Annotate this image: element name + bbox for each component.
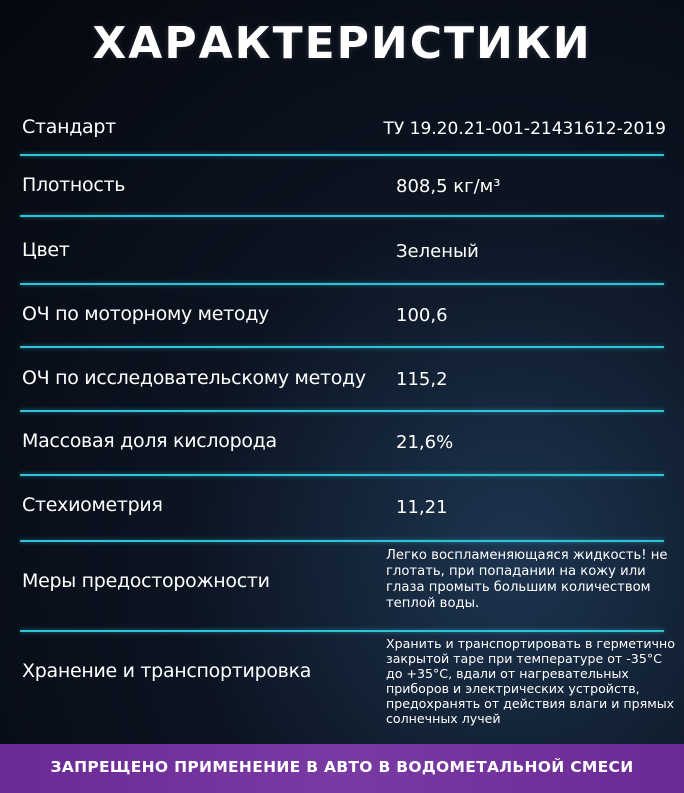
row-divider — [20, 346, 664, 348]
warning-banner — [0, 744, 684, 793]
spec-label: ОЧ по исследовательскому методу — [22, 367, 366, 389]
row-divider — [20, 540, 664, 542]
spec-label: Меры предосторожности — [22, 570, 270, 592]
spec-label: Массовая доля кислорода — [22, 430, 277, 452]
spec-label: Хранение и транспортировка — [22, 660, 312, 682]
spec-value: 100,6 — [396, 305, 448, 326]
spec-value: ТУ 19.20.21-001-21431612-2019 — [383, 119, 666, 139]
row-divider — [20, 215, 664, 217]
spec-value: 11,21 — [396, 497, 448, 518]
spec-label: Стандарт — [22, 116, 116, 138]
row-divider — [20, 283, 664, 285]
row-divider — [20, 474, 664, 476]
warning-banner-text: ЗАПРЕЩЕНО ПРИМЕНЕНИЕ В АВТО В ВОДОМЕТАЛЬНОЙ СМЕСИ — [50, 758, 634, 776]
row-divider — [20, 630, 664, 632]
row-divider — [20, 410, 664, 412]
spec-value: Зеленый — [396, 241, 479, 262]
page-title: ХАРАКТЕРИСТИКИ — [92, 18, 592, 69]
spec-label: Стехиометрия — [22, 494, 163, 516]
spec-value: 115,2 — [396, 369, 448, 390]
spec-label: Цвет — [22, 239, 70, 261]
spec-value: 808,5 кг/м³ — [396, 176, 501, 197]
spec-value: Легко воспламеняющаяся жидкость! не глотать, при попадании на кожу или глаза промыть большим количеством теплой воды. — [386, 548, 668, 611]
row-divider — [20, 154, 664, 156]
spec-label: Плотность — [22, 174, 126, 196]
spec-value: Хранить и транспортировать в герметично закрытой таре при температуре от -35°С до +35°С, вдали от нагревательных приборов и электрических устройств, предохранять от действия влаги и прямых солнечных лучей — [386, 636, 675, 726]
spec-label: ОЧ по моторному методу — [22, 303, 269, 325]
spec-value: 21,6% — [396, 432, 454, 453]
